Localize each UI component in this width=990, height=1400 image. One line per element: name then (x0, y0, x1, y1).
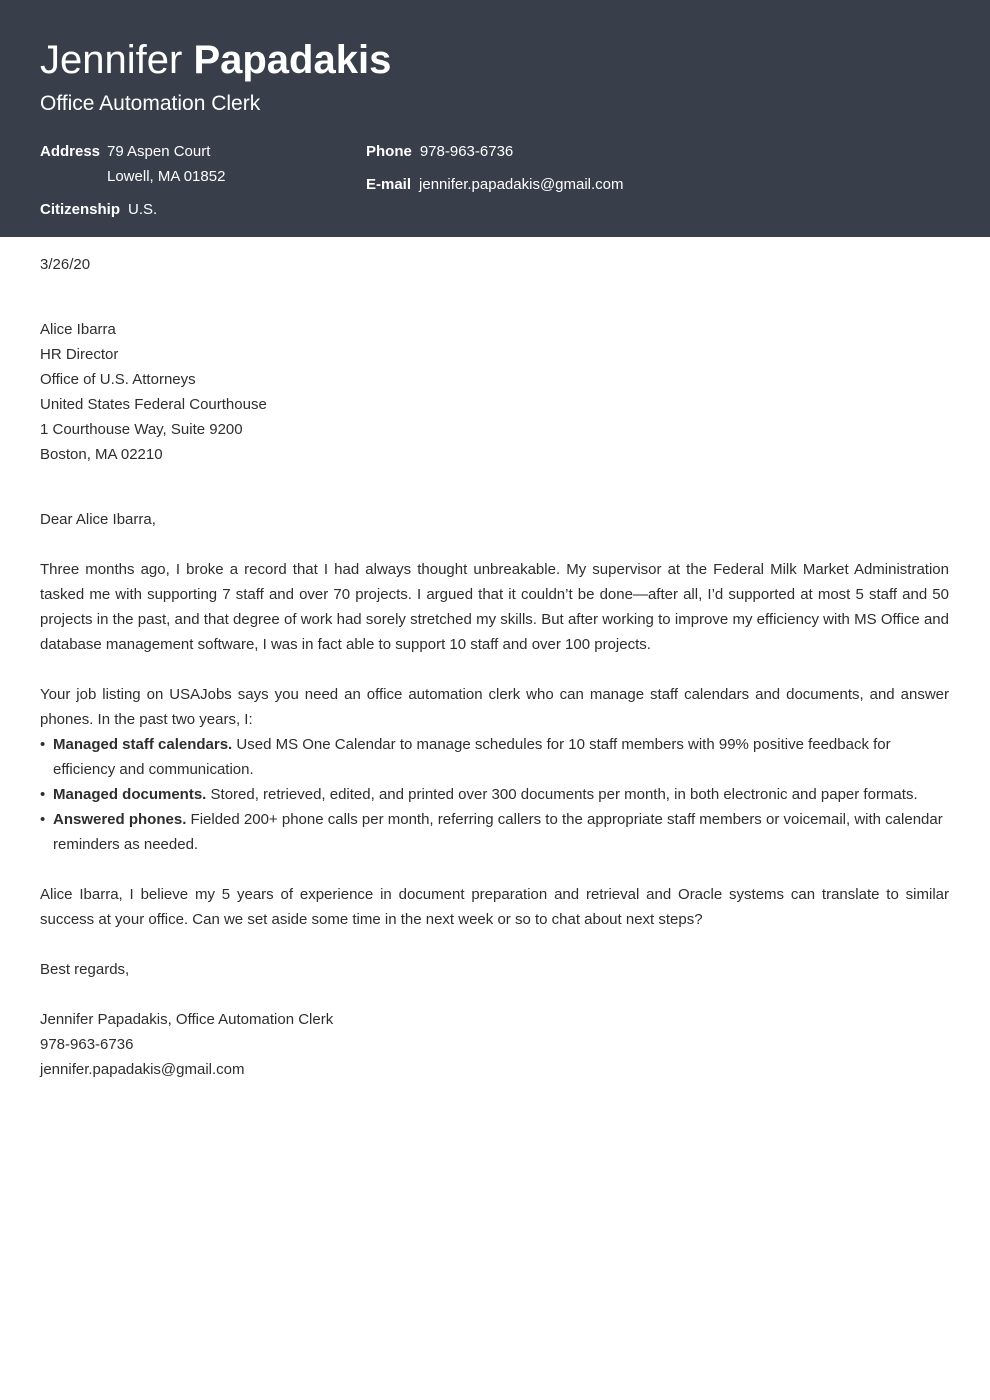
email-value[interactable]: jennifer.papadakis@gmail.com (419, 176, 624, 193)
email-label: E-mail (366, 176, 412, 193)
address-line-1: 79 Aspen Court (107, 143, 211, 160)
letter-date: 3/26/20 (40, 256, 91, 273)
list-item-heading: Managed documents. (53, 786, 207, 803)
recipient-name: Alice Ibarra (40, 321, 116, 338)
list-item-text: Stored, retrieved, edited, and printed over 300 documents per month, in both electronic and paper formats. (206, 786, 918, 803)
recipient-building: United States Federal Courthouse (40, 396, 267, 413)
citizenship-value: U.S. (128, 201, 158, 218)
achievement-list (40, 732, 949, 857)
list-item (40, 732, 949, 782)
list-item-heading: Managed staff calendars. (53, 736, 233, 753)
signature-email[interactable]: jennifer.papadakis@gmail.com (40, 1061, 245, 1078)
letter-body (40, 252, 949, 1082)
address-line-2: Lowell, MA 01852 (107, 168, 226, 185)
bullet-icon: • (40, 786, 46, 803)
closing-line: Best regards, (40, 961, 130, 978)
paragraph-job-listing: Your job listing on USAJobs says you need an office automation clerk who can manage staff calendars and documents, and answer phones. In the past two years, I: (40, 686, 949, 728)
address-label: Address (40, 143, 101, 160)
candidate-name (40, 36, 391, 84)
bullet-icon: • (40, 736, 46, 753)
bullet-icon: • (40, 811, 46, 828)
paragraph-closing-pitch: Alice Ibarra, I believe my 5 years of experience in document preparation and retrieval and Oracle systems can translate to similar success at your office. Can we set aside some time in the next week or so to chat about next steps? (40, 886, 949, 928)
phone-value[interactable]: 978-963-6736 (419, 143, 514, 160)
recipient-title: HR Director (40, 346, 119, 363)
list-item (40, 782, 949, 807)
paragraph-intro: Three months ago, I broke a record that I had always thought unbreakable. My supervisor at the Federal Milk Market Administration tasked me with supporting 7 staff and over 70 projects. I argued that it couldn’t be done—after all, I’d supported at most 5 staff and 50 projects in the past, and that degree of work had sorely stretched my skills. But after working to improve my efficiency with MS Office and database management software, I was in fact able to support 10 staff and over 100 projects. (40, 561, 949, 653)
contact-address (40, 139, 225, 189)
list-item-text: Fielded 200+ phone calls per month, referring callers to the appropriate staff members or voicemail, with calendar reminders as needed. (53, 811, 943, 853)
recipient-street: 1 Courthouse Way, Suite 9200 (40, 421, 243, 438)
salutation: Dear Alice Ibarra, (40, 511, 156, 528)
list-item-text: Used MS One Calendar to manage schedules for 10 staff members with 99% positive feedback for efficiency and communication. (53, 736, 891, 778)
citizenship-label: Citizenship (40, 201, 121, 218)
contact-email (366, 172, 624, 197)
recipient-city: Boston, MA 02210 (40, 446, 163, 463)
signature-block (40, 1007, 949, 1082)
phone-label: Phone (366, 143, 412, 160)
last-name: Papadakis (193, 38, 392, 82)
contact-phone (366, 139, 513, 164)
list-item (40, 807, 949, 857)
signature-name: Jennifer Papadakis, Office Automation Clerk (40, 1011, 334, 1028)
address-value (107, 139, 225, 189)
contact-citizenship (40, 197, 157, 222)
list-item-heading: Answered phones. (53, 811, 187, 828)
recipient-block (40, 317, 949, 467)
signature-phone[interactable]: 978-963-6736 (40, 1036, 134, 1053)
first-name: Jennifer (40, 38, 183, 82)
header-banner (0, 0, 990, 237)
job-title: Office Automation Clerk (40, 92, 261, 115)
recipient-organization: Office of U.S. Attorneys (40, 371, 196, 388)
